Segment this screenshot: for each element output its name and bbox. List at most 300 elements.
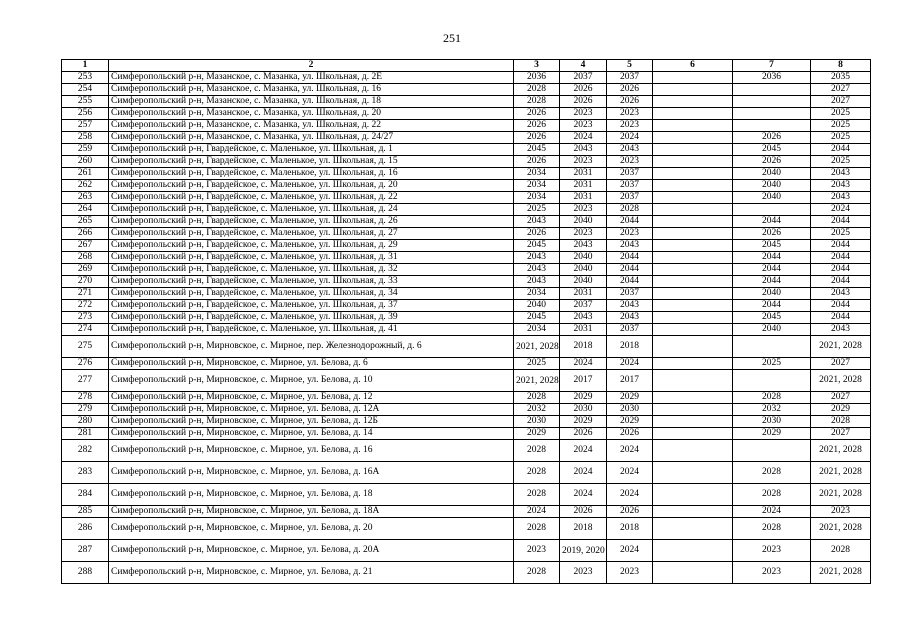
value-col-5: 2023 [607, 108, 653, 120]
value-col-8: 2027 [811, 428, 871, 440]
value-col-6 [653, 518, 733, 540]
value-col-6 [653, 84, 733, 96]
table-row [62, 240, 871, 252]
row-number: 260 [62, 156, 109, 168]
value-col-6 [653, 96, 733, 108]
value-col-5: 2024 [607, 462, 653, 484]
value-col-5: 2018 [607, 336, 653, 358]
row-number: 256 [62, 108, 109, 120]
value-col-5: 2030 [607, 404, 653, 416]
value-col-5: 2026 [607, 84, 653, 96]
value-col-3: 2043 [514, 252, 560, 264]
value-col-7: 2044 [733, 252, 811, 264]
value-col-4: 2023 [560, 120, 607, 132]
row-number: 266 [62, 228, 109, 240]
value-col-8: 2024 [811, 204, 871, 216]
value-col-8: 2028 [811, 540, 871, 562]
value-col-7: 2028 [733, 518, 811, 540]
address: Симферопольский р-н, Мирновское, с. Мирное, ул. Белова, д. 12А [109, 404, 514, 416]
address: Симферопольский р-н, Мирновское, с. Мирное, ул. Белова, д. 6 [109, 358, 514, 370]
value-col-4: 2023 [560, 156, 607, 168]
row-number: 274 [62, 324, 109, 336]
row-number: 277 [62, 370, 109, 392]
value-col-3: 2028 [514, 392, 560, 404]
value-col-7 [733, 120, 811, 132]
value-col-8: 2029 [811, 404, 871, 416]
value-col-3: 2045 [514, 312, 560, 324]
table-row [62, 144, 871, 156]
value-col-3: 2028 [514, 96, 560, 108]
value-col-8: 2027 [811, 96, 871, 108]
value-col-7: 2045 [733, 144, 811, 156]
value-col-6 [653, 264, 733, 276]
value-col-7: 2029 [733, 428, 811, 440]
value-col-6 [653, 440, 733, 462]
table-row [62, 440, 871, 462]
value-col-7: 2044 [733, 216, 811, 228]
value-col-8: 2043 [811, 192, 871, 204]
value-col-7: 2028 [733, 392, 811, 404]
header-cell: 8 [811, 60, 871, 72]
row-number: 288 [62, 562, 109, 584]
value-col-5: 2037 [607, 180, 653, 192]
value-col-3: 2021, 2028 [514, 336, 560, 358]
value-col-4: 2017 [560, 370, 607, 392]
value-col-4: 2029 [560, 416, 607, 428]
value-col-5: 2024 [607, 484, 653, 506]
value-col-3: 2034 [514, 324, 560, 336]
address: Симферопольский р-н, Мирновское, с. Мирное, ул. Белова, д. 18А [109, 506, 514, 518]
value-col-4: 2040 [560, 216, 607, 228]
address: Симферопольский р-н, Гвардейское, с. Маленькое, ул. Школьная, д. 29 [109, 240, 514, 252]
value-col-5: 2029 [607, 392, 653, 404]
value-col-8: 2025 [811, 108, 871, 120]
value-col-6 [653, 72, 733, 84]
table-row [62, 416, 871, 428]
table-row [62, 404, 871, 416]
value-col-5: 2037 [607, 192, 653, 204]
header-cell: 7 [733, 60, 811, 72]
value-col-6 [653, 132, 733, 144]
value-col-7: 2026 [733, 156, 811, 168]
value-col-6 [653, 506, 733, 518]
table-row [62, 132, 871, 144]
value-col-6 [653, 144, 733, 156]
value-col-5: 2044 [607, 216, 653, 228]
value-col-6 [653, 276, 733, 288]
value-col-3: 2043 [514, 264, 560, 276]
value-col-8: 2025 [811, 228, 871, 240]
value-col-7: 2040 [733, 288, 811, 300]
value-col-3: 2026 [514, 120, 560, 132]
value-col-7: 2040 [733, 168, 811, 180]
value-col-8: 2027 [811, 358, 871, 370]
value-col-3: 2034 [514, 180, 560, 192]
address: Симферопольский р-н, Гвардейское, с. Маленькое, ул. Школьная, д. 20 [109, 180, 514, 192]
value-col-8: 2043 [811, 288, 871, 300]
value-col-7 [733, 440, 811, 462]
value-col-4: 2024 [560, 132, 607, 144]
value-col-8: 2021, 2028 [811, 518, 871, 540]
value-col-5: 2037 [607, 168, 653, 180]
value-col-8: 2043 [811, 180, 871, 192]
value-col-8: 2023 [811, 506, 871, 518]
address: Симферопольский р-н, Мазанское, с. Мазанка, ул. Школьная, д. 18 [109, 96, 514, 108]
value-col-7: 2030 [733, 416, 811, 428]
address: Симферопольский р-н, Гвардейское, с. Маленькое, ул. Школьная, д. 33 [109, 276, 514, 288]
row-number: 270 [62, 276, 109, 288]
value-col-4: 2031 [560, 180, 607, 192]
value-col-5: 2018 [607, 518, 653, 540]
header-row [62, 60, 871, 72]
row-number: 271 [62, 288, 109, 300]
value-col-7: 2044 [733, 276, 811, 288]
value-col-3: 2025 [514, 358, 560, 370]
table-row [62, 96, 871, 108]
address: Симферопольский р-н, Мирновское, с. Мирное, ул. Белова, д. 20 [109, 518, 514, 540]
value-col-3: 2040 [514, 300, 560, 312]
value-col-7: 2028 [733, 484, 811, 506]
value-col-5: 2023 [607, 120, 653, 132]
value-col-7: 2023 [733, 540, 811, 562]
value-col-6 [653, 358, 733, 370]
value-col-3: 2028 [514, 84, 560, 96]
value-col-3: 2043 [514, 276, 560, 288]
row-number: 275 [62, 336, 109, 358]
value-col-4: 2023 [560, 228, 607, 240]
table-row [62, 72, 871, 84]
value-col-3: 2034 [514, 168, 560, 180]
value-col-4: 2031 [560, 192, 607, 204]
value-col-6 [653, 324, 733, 336]
value-col-8: 2027 [811, 84, 871, 96]
table-row [62, 264, 871, 276]
value-col-7: 2026 [733, 228, 811, 240]
table-row [62, 300, 871, 312]
value-col-4: 2026 [560, 428, 607, 440]
value-col-8: 2044 [811, 144, 871, 156]
table-row [62, 288, 871, 300]
value-col-5: 2037 [607, 72, 653, 84]
table-row [62, 180, 871, 192]
value-col-4: 2037 [560, 300, 607, 312]
row-number: 262 [62, 180, 109, 192]
table-row [62, 462, 871, 484]
value-col-4: 2043 [560, 144, 607, 156]
value-col-6 [653, 120, 733, 132]
row-number: 280 [62, 416, 109, 428]
row-number: 267 [62, 240, 109, 252]
table-row [62, 252, 871, 264]
value-col-8: 2021, 2028 [811, 370, 871, 392]
value-col-5: 2017 [607, 370, 653, 392]
value-col-8: 2035 [811, 72, 871, 84]
value-col-5: 2044 [607, 264, 653, 276]
row-number: 269 [62, 264, 109, 276]
value-col-8: 2044 [811, 264, 871, 276]
value-col-8: 2021, 2028 [811, 484, 871, 506]
value-col-4: 2037 [560, 72, 607, 84]
value-col-6 [653, 168, 733, 180]
row-number: 279 [62, 404, 109, 416]
value-col-6 [653, 370, 733, 392]
value-col-3: 2032 [514, 404, 560, 416]
value-col-7: 2036 [733, 72, 811, 84]
value-col-8: 2025 [811, 120, 871, 132]
value-col-4: 2026 [560, 84, 607, 96]
address: Симферопольский р-н, Мазанское, с. Мазанка, ул. Школьная, д. 2Е [109, 72, 514, 84]
value-col-7: 2032 [733, 404, 811, 416]
table-row [62, 506, 871, 518]
row-number: 259 [62, 144, 109, 156]
value-col-6 [653, 484, 733, 506]
value-col-6 [653, 156, 733, 168]
table-row [62, 108, 871, 120]
value-col-8: 2027 [811, 392, 871, 404]
row-number: 283 [62, 462, 109, 484]
value-col-8: 2025 [811, 132, 871, 144]
value-col-6 [653, 108, 733, 120]
row-number: 258 [62, 132, 109, 144]
table-row [62, 336, 871, 358]
value-col-8: 2044 [811, 312, 871, 324]
value-col-7: 2026 [733, 132, 811, 144]
value-col-6 [653, 416, 733, 428]
value-col-3: 2025 [514, 204, 560, 216]
row-number: 281 [62, 428, 109, 440]
address: Симферопольский р-н, Мирновское, с. Мирное, ул. Белова, д. 16 [109, 440, 514, 462]
row-number: 287 [62, 540, 109, 562]
value-col-7: 2025 [733, 358, 811, 370]
value-col-3: 2026 [514, 132, 560, 144]
value-col-8: 2025 [811, 156, 871, 168]
value-col-3: 2028 [514, 440, 560, 462]
table-row [62, 392, 871, 404]
value-col-3: 2028 [514, 562, 560, 584]
row-number: 268 [62, 252, 109, 264]
address: Симферопольский р-н, Гвардейское, с. Маленькое, ул. Школьная, д. 39 [109, 312, 514, 324]
value-col-8: 2044 [811, 252, 871, 264]
row-number: 276 [62, 358, 109, 370]
value-col-4: 2019, 2020 [560, 540, 607, 562]
header-cell: 1 [62, 60, 109, 72]
value-col-4: 2023 [560, 562, 607, 584]
row-number: 273 [62, 312, 109, 324]
address: Симферопольский р-н, Гвардейское, с. Маленькое, ул. Школьная, д. 37 [109, 300, 514, 312]
value-col-4: 2031 [560, 324, 607, 336]
table-row [62, 324, 871, 336]
table-row [62, 540, 871, 562]
value-col-4: 2023 [560, 204, 607, 216]
value-col-3: 2024 [514, 506, 560, 518]
value-col-4: 2026 [560, 506, 607, 518]
value-col-4: 2030 [560, 404, 607, 416]
value-col-8: 2044 [811, 300, 871, 312]
value-col-4: 2024 [560, 462, 607, 484]
value-col-3: 2029 [514, 428, 560, 440]
housing-schedule-table [61, 59, 871, 584]
value-col-5: 2043 [607, 300, 653, 312]
value-col-7: 2028 [733, 462, 811, 484]
row-number: 255 [62, 96, 109, 108]
value-col-6 [653, 336, 733, 358]
address: Симферопольский р-н, Мазанское, с. Мазанка, ул. Школьная, д. 22 [109, 120, 514, 132]
row-number: 272 [62, 300, 109, 312]
value-col-4: 2018 [560, 336, 607, 358]
value-col-7: 2044 [733, 264, 811, 276]
value-col-7: 2023 [733, 562, 811, 584]
value-col-8: 2044 [811, 276, 871, 288]
table-row [62, 484, 871, 506]
table-row [62, 312, 871, 324]
value-col-6 [653, 216, 733, 228]
value-col-5: 2023 [607, 156, 653, 168]
address: Симферопольский р-н, Мазанское, с. Мазанка, ул. Школьная, д. 24/27 [109, 132, 514, 144]
value-col-3: 2028 [514, 462, 560, 484]
value-col-7: 2040 [733, 192, 811, 204]
value-col-6 [653, 562, 733, 584]
value-col-3: 2036 [514, 72, 560, 84]
value-col-3: 2023 [514, 540, 560, 562]
value-col-3: 2021, 2028 [514, 370, 560, 392]
value-col-7 [733, 96, 811, 108]
value-col-3: 2026 [514, 108, 560, 120]
value-col-7: 2045 [733, 240, 811, 252]
value-col-7 [733, 84, 811, 96]
value-col-7 [733, 370, 811, 392]
value-col-4: 2023 [560, 108, 607, 120]
value-col-4: 2024 [560, 358, 607, 370]
value-col-3: 2028 [514, 484, 560, 506]
value-col-4: 2043 [560, 240, 607, 252]
value-col-8: 2021, 2028 [811, 562, 871, 584]
header-cell: 5 [607, 60, 653, 72]
value-col-5: 2023 [607, 562, 653, 584]
table-row [62, 192, 871, 204]
table-row [62, 358, 871, 370]
row-number: 254 [62, 84, 109, 96]
address: Симферопольский р-н, Мирновское, с. Мирное, ул. Белова, д. 10 [109, 370, 514, 392]
value-col-8: 2043 [811, 324, 871, 336]
row-number: 263 [62, 192, 109, 204]
value-col-7: 2040 [733, 324, 811, 336]
value-col-5: 2024 [607, 132, 653, 144]
table-row [62, 168, 871, 180]
address: Симферопольский р-н, Мазанское, с. Мазанка, ул. Школьная, д. 20 [109, 108, 514, 120]
value-col-3: 2026 [514, 156, 560, 168]
value-col-6 [653, 312, 733, 324]
table-row [62, 370, 871, 392]
value-col-6 [653, 240, 733, 252]
address: Симферопольский р-н, Гвардейское, с. Маленькое, ул. Школьная, д. 41 [109, 324, 514, 336]
value-col-6 [653, 300, 733, 312]
value-col-4: 2026 [560, 96, 607, 108]
row-number: 261 [62, 168, 109, 180]
value-col-5: 2024 [607, 440, 653, 462]
address: Симферопольский р-н, Мазанское, с. Мазанка, ул. Школьная, д. 16 [109, 84, 514, 96]
address: Симферопольский р-н, Мирновское, с. Мирное, ул. Белова, д. 14 [109, 428, 514, 440]
value-col-4: 2043 [560, 312, 607, 324]
address: Симферопольский р-н, Гвардейское, с. Маленькое, ул. Школьная, д. 1 [109, 144, 514, 156]
table-row [62, 428, 871, 440]
value-col-5: 2024 [607, 358, 653, 370]
address: Симферопольский р-н, Гвардейское, с. Маленькое, ул. Школьная, д. 34 [109, 288, 514, 300]
value-col-6 [653, 252, 733, 264]
value-col-6 [653, 192, 733, 204]
value-col-5: 2028 [607, 204, 653, 216]
value-col-3: 2034 [514, 192, 560, 204]
value-col-6 [653, 540, 733, 562]
address: Симферопольский р-н, Гвардейское, с. Маленькое, ул. Школьная, д. 24 [109, 204, 514, 216]
address: Симферопольский р-н, Мирновское, с. Мирное, ул. Белова, д. 18 [109, 484, 514, 506]
header-cell: 6 [653, 60, 733, 72]
value-col-3: 2026 [514, 228, 560, 240]
address: Симферопольский р-н, Гвардейское, с. Маленькое, ул. Школьная, д. 27 [109, 228, 514, 240]
header-cell: 3 [514, 60, 560, 72]
value-col-4: 2029 [560, 392, 607, 404]
address: Симферопольский р-н, Гвардейское, с. Маленькое, ул. Школьная, д. 26 [109, 216, 514, 228]
address: Симферопольский р-н, Гвардейское, с. Маленькое, ул. Школьная, д. 15 [109, 156, 514, 168]
address: Симферопольский р-н, Мирновское, с. Мирное, ул. Белова, д. 12Б [109, 416, 514, 428]
value-col-5: 2024 [607, 540, 653, 562]
value-col-4: 2040 [560, 276, 607, 288]
row-number: 285 [62, 506, 109, 518]
address: Симферопольский р-н, Гвардейское, с. Маленькое, ул. Школьная, д. 22 [109, 192, 514, 204]
value-col-5: 2043 [607, 240, 653, 252]
value-col-8: 2021, 2028 [811, 462, 871, 484]
value-col-4: 2024 [560, 440, 607, 462]
value-col-4: 2040 [560, 264, 607, 276]
value-col-6 [653, 180, 733, 192]
value-col-7: 2045 [733, 312, 811, 324]
table-row [62, 216, 871, 228]
table-row [62, 156, 871, 168]
value-col-7 [733, 204, 811, 216]
header-cell: 2 [109, 60, 514, 72]
address: Симферопольский р-н, Гвардейское, с. Маленькое, ул. Школьная, д. 31 [109, 252, 514, 264]
table-row [62, 228, 871, 240]
address: Симферопольский р-н, Мирновское, с. Мирное, ул. Белова, д. 16А [109, 462, 514, 484]
value-col-5: 2026 [607, 428, 653, 440]
value-col-4: 2040 [560, 252, 607, 264]
address: Симферопольский р-н, Мирновское, с. Мирное, ул. Белова, д. 12 [109, 392, 514, 404]
row-number: 284 [62, 484, 109, 506]
value-col-4: 2031 [560, 168, 607, 180]
row-number: 278 [62, 392, 109, 404]
value-col-8: 2044 [811, 216, 871, 228]
table-row [62, 276, 871, 288]
table-row [62, 120, 871, 132]
value-col-4: 2018 [560, 518, 607, 540]
value-col-5: 2044 [607, 252, 653, 264]
row-number: 265 [62, 216, 109, 228]
address: Симферопольский р-н, Мирновское, с. Мирное, ул. Белова, д. 21 [109, 562, 514, 584]
value-col-6 [653, 404, 733, 416]
row-number: 264 [62, 204, 109, 216]
value-col-7: 2024 [733, 506, 811, 518]
value-col-5: 2037 [607, 324, 653, 336]
address: Симферопольский р-н, Гвардейское, с. Маленькое, ул. Школьная, д. 16 [109, 168, 514, 180]
row-number: 282 [62, 440, 109, 462]
value-col-3: 2043 [514, 216, 560, 228]
value-col-8: 2043 [811, 168, 871, 180]
value-col-3: 2045 [514, 240, 560, 252]
value-col-8: 2021, 2028 [811, 336, 871, 358]
value-col-5: 2026 [607, 506, 653, 518]
row-number: 286 [62, 518, 109, 540]
value-col-7: 2040 [733, 180, 811, 192]
value-col-7 [733, 336, 811, 358]
